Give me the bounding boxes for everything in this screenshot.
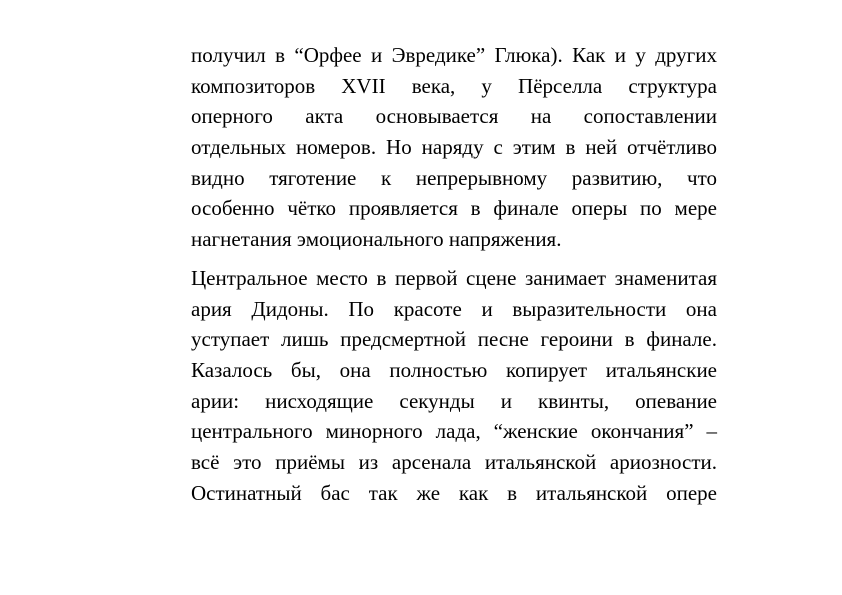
paragraph-1 bbox=[191, 40, 717, 255]
text-line: центрального минорного лада, “женские окончания” – bbox=[191, 419, 717, 444]
paragraph-2 bbox=[191, 263, 717, 509]
text-line: получил в “Орфее и Эвредике” Глюка). Как и у других bbox=[191, 43, 717, 67]
text-line: арии: нисходящие секунды и квинты, опевание bbox=[191, 388, 717, 413]
text-line: Центральное место в первой сцене занимает знаменитая bbox=[191, 265, 717, 290]
text-line: нагнетания эмоционального напряжения. bbox=[191, 227, 562, 252]
text-line: отдельных номеров. Но наряду с этим в ней отчётливо bbox=[191, 135, 717, 160]
text-body bbox=[191, 40, 717, 508]
text-line: Казалось бы, она полностью копирует итальянские bbox=[191, 357, 717, 382]
text-line: композиторов XVII века, у Пёрселла структура bbox=[191, 73, 717, 98]
text-line: Остинатный бас так же как в итальянской опере bbox=[191, 480, 717, 505]
text-line: особенно чётко проявляется в финале оперы по мере bbox=[191, 196, 717, 221]
text-line: ария Дидоны. По красоте и выразительности она bbox=[191, 296, 717, 321]
text-line: оперного акта основывается на сопоставлении bbox=[191, 104, 717, 129]
text-line: всё это приёмы из арсенала итальянской ариозности. bbox=[191, 449, 717, 474]
text-line: уступает лишь предсмертной песне героини в финале. bbox=[191, 327, 717, 352]
paragraph-spacer bbox=[191, 255, 717, 263]
text-line: видно тяготение к непрерывному развитию, что bbox=[191, 165, 717, 190]
